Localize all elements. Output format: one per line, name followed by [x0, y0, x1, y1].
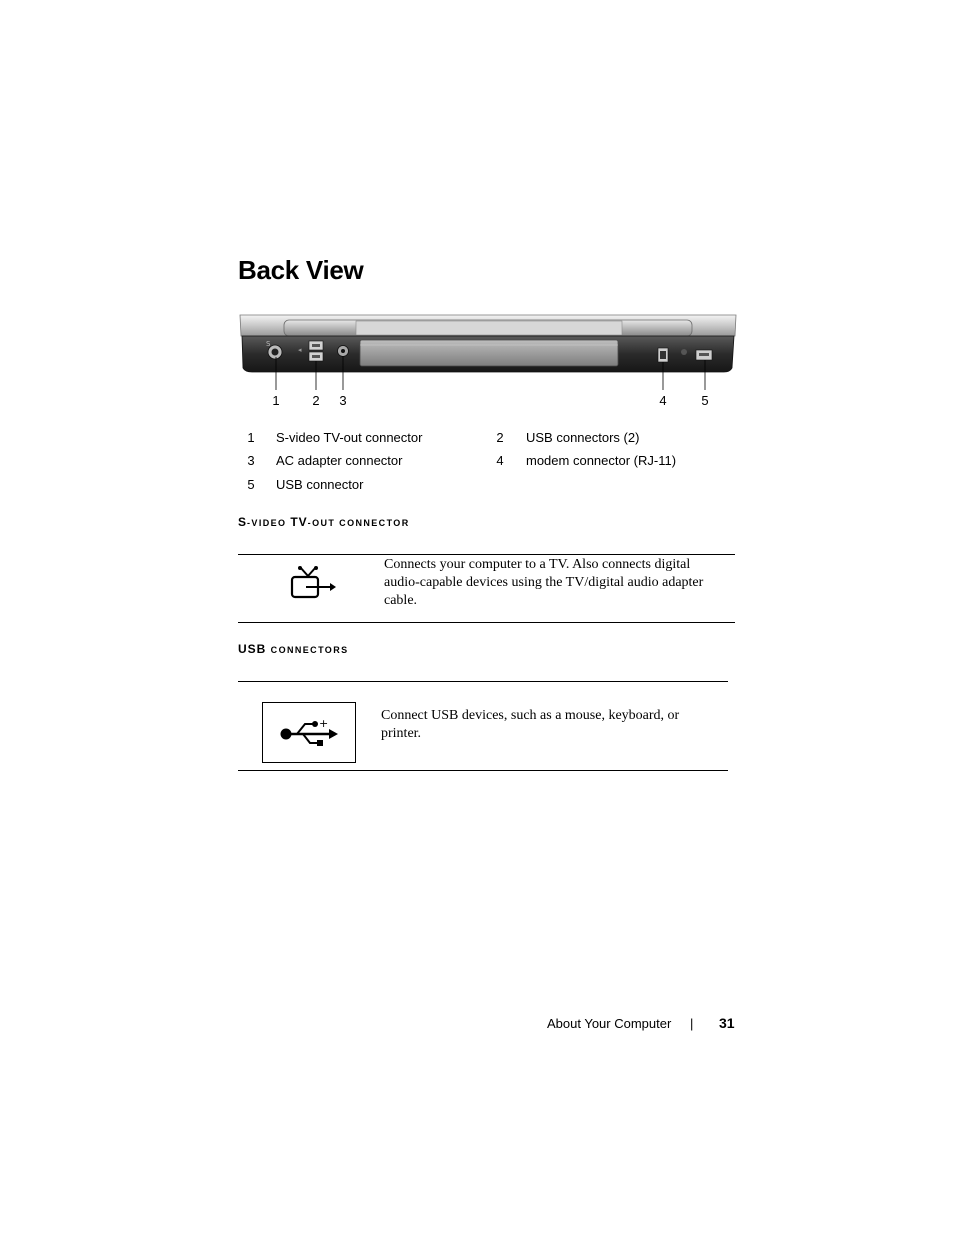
table-rule-bottom	[238, 622, 735, 623]
page-title: Back View	[238, 255, 364, 285]
legend-number: 4	[496, 453, 504, 468]
callout-1: 1	[272, 393, 280, 408]
usb-description: Connect USB devices, such as a mouse, keyboard, or printer.	[381, 708, 680, 741]
legend-label: USB connectors (2)	[526, 430, 640, 445]
svg-text:◂: ◂	[298, 346, 302, 354]
svideo-description: Connects your computer to a TV. Also connects digital audio-capable devices using the TV/digital audio adapter cable.	[384, 557, 704, 608]
laptop-back-view-illustration	[238, 312, 738, 392]
table-rule-top	[238, 554, 735, 555]
legend-label: modem connector (RJ-11)	[526, 453, 677, 468]
page-number: 31	[719, 1015, 735, 1031]
legend-number: 5	[247, 477, 255, 492]
svg-text:+: +	[319, 717, 329, 730]
legend-label: S-video TV-out connector	[276, 430, 423, 445]
table-rule-bottom	[238, 770, 728, 771]
legend-number: 1	[247, 430, 255, 445]
footer-separator: |	[690, 1016, 694, 1031]
section-heading-usb	[238, 642, 349, 656]
heading-part: TV	[290, 515, 308, 529]
legend-label: USB connector	[276, 477, 364, 492]
table-rule-top	[238, 681, 728, 682]
usb-icon	[279, 717, 341, 749]
svg-text:S: S	[266, 340, 271, 348]
heading-part: CONNECTORS	[270, 645, 349, 655]
tv-out-icon	[286, 565, 336, 605]
heading-part: S	[238, 515, 248, 529]
callout-2: 2	[312, 393, 320, 408]
callout-3: 3	[339, 393, 347, 408]
callout-4: 4	[659, 393, 667, 408]
heading-part: -VIDEO	[247, 518, 291, 528]
footer-section-name: About Your Computer	[547, 1016, 672, 1031]
heading-part: USB	[238, 642, 271, 656]
legend-label: AC adapter connector	[276, 453, 403, 468]
usb-icon-frame	[262, 702, 356, 763]
legend-number: 3	[247, 453, 255, 468]
heading-part: -OUT CONNECTOR	[307, 518, 410, 528]
callout-5: 5	[701, 393, 709, 408]
legend-number: 2	[496, 430, 504, 445]
section-heading-svideo	[238, 515, 410, 529]
